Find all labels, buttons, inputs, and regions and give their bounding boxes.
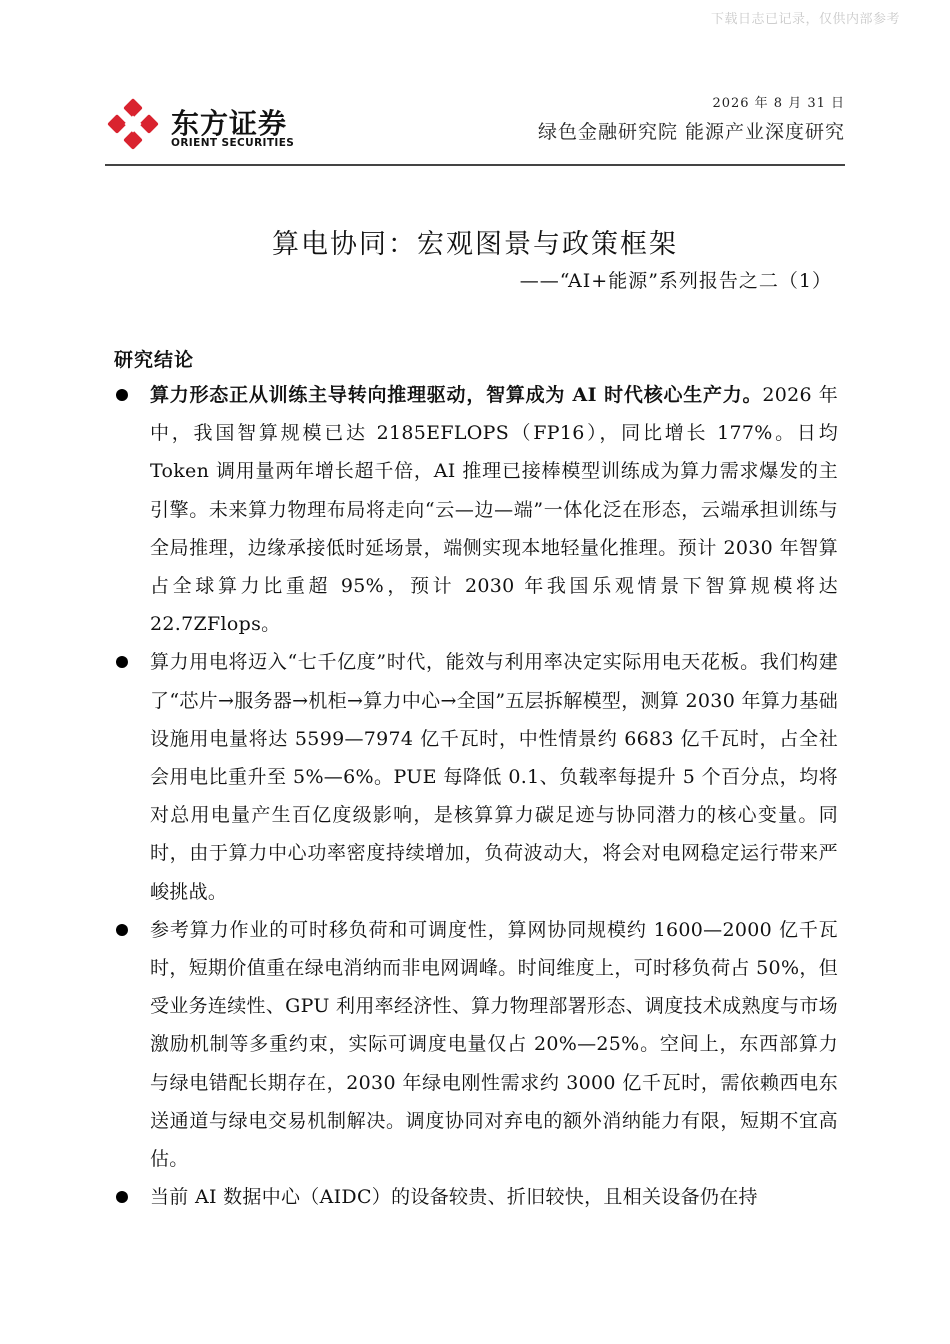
bullet-icon <box>116 656 128 668</box>
report-title: 算电协同：宏观图景与政策框架 <box>272 229 678 260</box>
report-date: 2026 年 8 月 31 日 <box>712 96 845 111</box>
conclusion-text: 2026 年中，我国智算规模已达 2185EFLOPS（FP16），同比增长 177%。日均 Token 调用量两年增长超千倍，AI 推理已接棒模型训练成为算力需求爆发的主引擎。未来算力物理布局将走向“云—边—端”一体化泛在形态，云端承担训练与全局推理，边缘承接低时延场景，端侧实现本地轻量化推理。预计 2030 年智算占全球算力比重超 95%，预计 2030 年我国乐观情景下智算规模将达 22.7ZFlops。 <box>150 384 838 636</box>
conclusion-item <box>114 643 838 910</box>
section-heading: 研究结论 <box>114 349 195 371</box>
conclusion-list <box>114 376 838 1216</box>
conclusion-item <box>114 911 838 1178</box>
header-meta <box>538 92 845 144</box>
conclusion-lead: 算力形态正从训练主导转向推理驱动，智算成为 AI 时代核心生产力。 <box>150 384 763 406</box>
conclusion-item <box>114 1178 838 1216</box>
institution-label: 绿色金融研究院 能源产业深度研究 <box>537 121 845 143</box>
conclusion-item <box>114 376 838 643</box>
logo-chinese-name: 东方证券 <box>171 107 288 140</box>
bullet-icon <box>116 924 128 936</box>
conclusion-text: 参考算力作业的可时移负荷和可调度性，算网协同规模约 1600—2000 亿千瓦时，短期价值重在绿电消纳而非电网调峰。时间维度上，可时移负荷占 50%，但受业务连续性、GPU 利用率经济性、算力物理部署形态、调度技术成熟度与市场激励机制等多重约束，实际可调度电量仅占 20%—25%。空间上，东西部算力与绿电错配长期存在，2030 年绿电刚性需求约 3000 亿千瓦时，需依赖西电东送通道与绿电交易机制解决。调度协同对弃电的额外消纳能力有限，短期不宜高估。 <box>150 918 838 1171</box>
conclusion-text: 算力用电将迈入“七千亿度”时代，能效与利用率决定实际用电天花板。我们构建了“芯片→服务器→机柜→算力中心→全国”五层拆解模型，测算 2030 年算力基础设施用电量将达 5599—7974 亿千瓦时，中性情景约 6683 亿千瓦时，占全社会用电比重升至 5%—6%。PUE 每降低 0.1、负载率每提升 5 个百分点，均将对总用电量产生百亿度级影响，是核算算力碳足迹与协同潜力的核心变量。同时，由于算力中心功率密度持续增加，负荷波动大，将会对电网稳定运行带来严峻挑战。 <box>150 651 838 903</box>
logo-english-name: ORIENT SECURITIES <box>171 137 295 149</box>
orient-logo-icon <box>105 96 161 152</box>
logo-segment <box>123 98 143 118</box>
report-header <box>105 88 845 166</box>
conclusion-text: 当前 AI 数据中心（AIDC）的设备较贵、折旧较快，且相关设备仍在持 <box>150 1186 758 1209</box>
logo-segment <box>107 114 127 134</box>
bullet-icon <box>116 1191 128 1203</box>
report-subtitle: ——“AI+能源”系列报告之二（1） <box>519 270 832 292</box>
logo-segment <box>139 114 159 134</box>
watermark: 下载日志已记录，仅供内部参考 <box>710 12 900 27</box>
company-logo <box>105 96 325 156</box>
bullet-icon <box>116 389 128 401</box>
logo-center <box>125 116 142 133</box>
logo-segment <box>123 130 143 150</box>
